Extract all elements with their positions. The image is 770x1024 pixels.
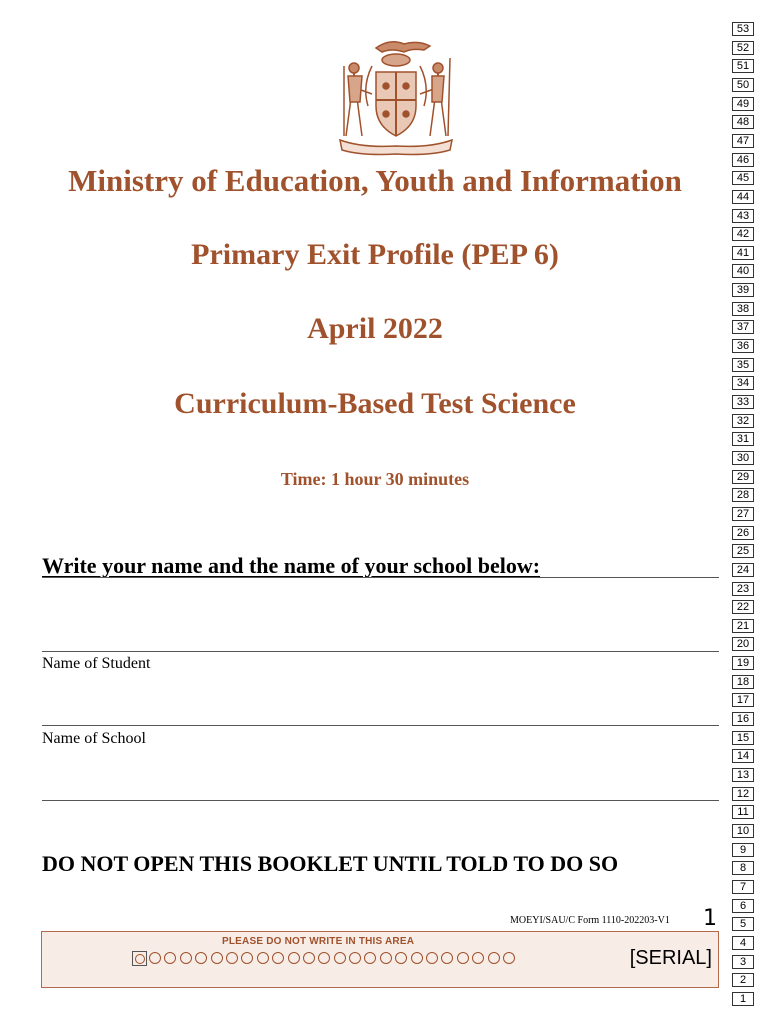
ruler-number: 53: [732, 22, 754, 36]
ruler-number: 38: [732, 302, 754, 316]
ruler-number: 12: [732, 787, 754, 801]
ruler-number: 51: [732, 59, 754, 73]
test-title: Curriculum-Based Test Science: [174, 387, 576, 420]
ruler-number: 27: [732, 507, 754, 521]
omr-bubble: [303, 952, 315, 964]
ruler-number: 18: [732, 675, 754, 689]
omr-bubble: [334, 952, 346, 964]
omr-bubble-row: [132, 952, 518, 966]
ruler-number: 23: [732, 582, 754, 596]
school-name-field[interactable]: [42, 725, 719, 726]
ruler-number: 3: [732, 955, 754, 969]
instruction-underline: [42, 577, 719, 578]
ruler-number: 42: [732, 227, 754, 241]
ruler-number: 48: [732, 115, 754, 129]
omr-bubble: [426, 952, 438, 964]
omr-bubble: [318, 952, 330, 964]
omr-bubble: [472, 952, 484, 964]
omr-bubble: [441, 952, 453, 964]
ruler-number: 50: [732, 78, 754, 92]
ruler-number: 24: [732, 563, 754, 577]
ruler-number: 7: [732, 880, 754, 894]
ruler-number: 5: [732, 917, 754, 931]
omr-bubble: [380, 952, 392, 964]
omr-bubble: [503, 952, 515, 964]
ruler-number: 2: [732, 973, 754, 987]
ruler-number: 35: [732, 358, 754, 372]
omr-bubble: [164, 952, 176, 964]
ruler-number: 32: [732, 414, 754, 428]
omr-bubble-marked: [132, 951, 147, 966]
school-name-label: Name of School: [42, 730, 146, 747]
omr-bubble: [257, 952, 269, 964]
omr-bubble: [457, 952, 469, 964]
ruler-number: 21: [732, 619, 754, 633]
ruler-number: 52: [732, 41, 754, 55]
ruler-number: 16: [732, 712, 754, 726]
omr-bubble: [395, 952, 407, 964]
ruler-number: 13: [732, 768, 754, 782]
serial-number: [SERIAL]: [629, 947, 712, 969]
omr-bubble: [349, 952, 361, 964]
student-name-label: Name of Student: [42, 655, 151, 672]
do-not-write-area: [41, 931, 719, 988]
ruler-number: 34: [732, 376, 754, 390]
ruler-number: 47: [732, 134, 754, 148]
ruler-number: 36: [732, 339, 754, 353]
omr-bubble: [149, 952, 161, 964]
ruler-number: 20: [732, 637, 754, 651]
ruler-number: 39: [732, 283, 754, 297]
ruler-number: 46: [732, 153, 754, 167]
omr-bubble: [180, 952, 192, 964]
ruler-number: 26: [732, 526, 754, 540]
ruler-number: 8: [732, 861, 754, 875]
omr-bubble: [364, 952, 376, 964]
ruler-number: 6: [732, 899, 754, 913]
ruler-number: 10: [732, 824, 754, 838]
ruler-number: 22: [732, 600, 754, 614]
ruler-number: 15: [732, 731, 754, 745]
ruler-number: 14: [732, 749, 754, 763]
ruler-number: 40: [732, 264, 754, 278]
ruler-number: 41: [732, 246, 754, 260]
ruler-number: 30: [732, 451, 754, 465]
ruler-number: 37: [732, 320, 754, 334]
ruler-number: 31: [732, 432, 754, 446]
ruler-number: 17: [732, 693, 754, 707]
omr-bubble: [241, 952, 253, 964]
ruler-number: 28: [732, 488, 754, 502]
omr-bubble: [272, 952, 284, 964]
ruler-number: 29: [732, 470, 754, 484]
ruler-number: 4: [732, 936, 754, 950]
ruler-number: 1: [732, 992, 754, 1006]
ministry-title: Ministry of Education, Youth and Information: [68, 163, 682, 198]
do-not-open-warning: DO NOT OPEN THIS BOOKLET UNTIL TOLD TO DO SO: [42, 851, 619, 876]
divider-line: [42, 800, 719, 801]
ruler-number: 9: [732, 843, 754, 857]
ruler-number: 33: [732, 395, 754, 409]
name-instruction: Write your name and the name of your school below:: [42, 553, 541, 578]
omr-bubble: [288, 952, 300, 964]
ruler-number: 11: [732, 805, 754, 819]
ruler-number: 45: [732, 171, 754, 185]
ruler-number: 19: [732, 656, 754, 670]
omr-bubble: [195, 952, 207, 964]
time-allowed: Time: 1 hour 30 minutes: [280, 469, 470, 489]
omr-bubble: [211, 952, 223, 964]
student-name-field[interactable]: [42, 651, 719, 652]
ruler-number: 25: [732, 544, 754, 558]
ruler-number: 44: [732, 190, 754, 204]
form-code: MOEYI/SAU/C Form 1110-202203-V1: [510, 915, 670, 926]
page-mark: 1: [703, 906, 717, 931]
omr-bubble: [226, 952, 238, 964]
exam-title: Primary Exit Profile (PEP 6): [191, 238, 559, 271]
omr-bubble: [411, 952, 423, 964]
coat-of-arms-logo: [332, 36, 460, 158]
do-not-write-label: PLEASE DO NOT WRITE IN THIS AREA: [222, 936, 415, 947]
ruler-number: 43: [732, 209, 754, 223]
omr-bubble: [488, 952, 500, 964]
exam-date: April 2022: [307, 312, 443, 345]
ruler-number: 49: [732, 97, 754, 111]
